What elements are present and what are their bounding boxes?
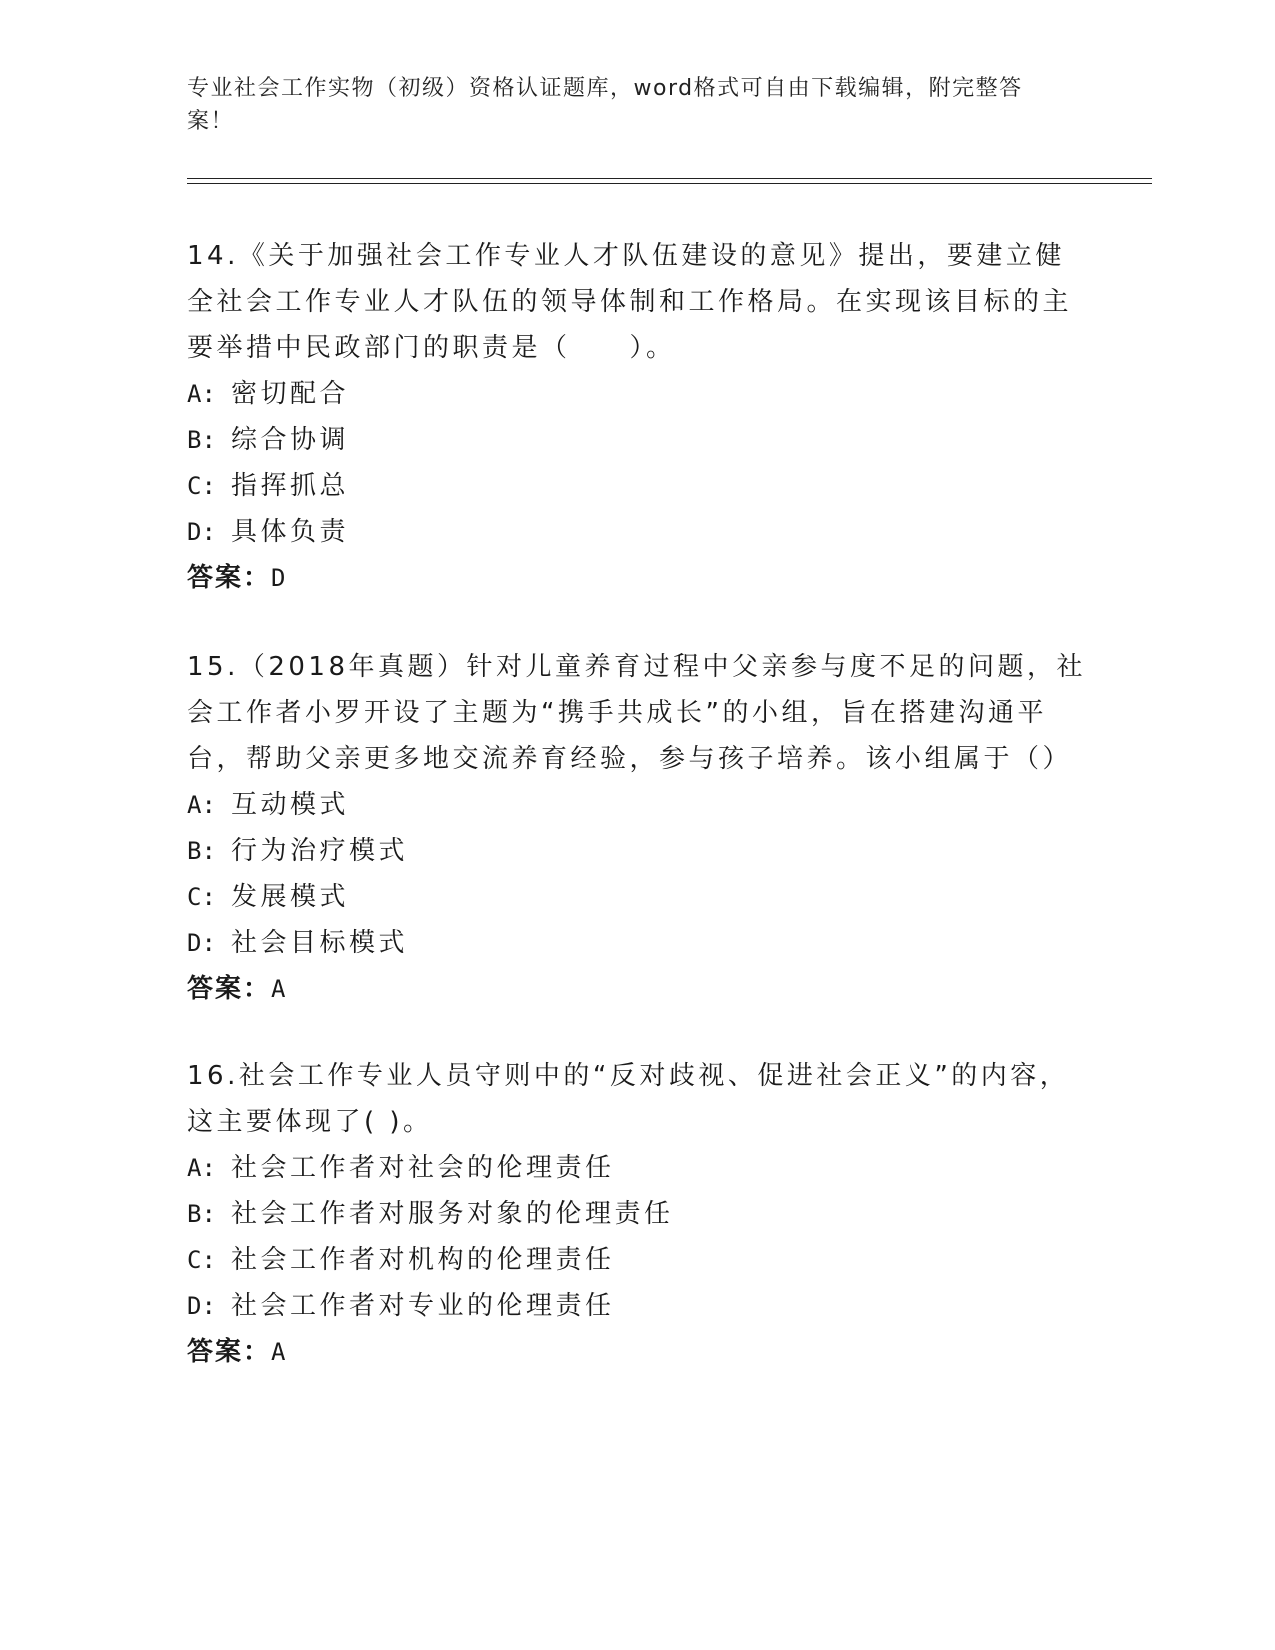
option-b	[187, 417, 1087, 463]
option-text: 社会工作者对社会的伦理责任	[231, 1153, 615, 1183]
question-stem: 14.《关于加强社会工作专业人才队伍建设的意见》提出，要建立健全社会工作专业人才队伍的领导体制和工作格局。在实现该目标的主要举措中民政部门的职责是（ ）。	[187, 241, 1073, 363]
question-16	[187, 1053, 1087, 1375]
option-letter: B:	[187, 426, 216, 454]
option-text: 指挥抓总	[231, 471, 350, 501]
answer-value: A	[271, 975, 288, 1003]
option-text: 社会工作者对服务对象的伦理责任	[231, 1199, 674, 1229]
option-letter: B:	[187, 1200, 216, 1228]
option-c	[187, 874, 1087, 920]
answer-label: 答案：	[187, 563, 272, 593]
option-text: 互动模式	[231, 790, 350, 820]
option-b	[187, 1191, 1087, 1237]
option-letter: C:	[187, 883, 216, 911]
option-letter: A:	[187, 791, 216, 819]
option-letter: A:	[187, 380, 216, 408]
option-list	[187, 371, 1087, 555]
option-text: 社会工作者对机构的伦理责任	[231, 1245, 615, 1275]
answer-label: 答案：	[187, 1337, 272, 1367]
answer-line	[187, 966, 1087, 1012]
option-text: 社会工作者对专业的伦理责任	[231, 1291, 615, 1321]
answer-label: 答案：	[187, 974, 272, 1004]
option-letter: D:	[187, 518, 216, 546]
option-c	[187, 463, 1087, 509]
option-letter: A:	[187, 1154, 216, 1182]
option-list	[187, 782, 1087, 966]
option-list	[187, 1145, 1087, 1329]
question-stem: 16.社会工作专业人员守则中的“反对歧视、促进社会正义”的内容，这主要体现了( )。	[187, 1061, 1070, 1137]
option-a	[187, 1145, 1087, 1191]
header-divider-top	[187, 178, 1152, 179]
option-text: 行为治疗模式	[231, 836, 409, 866]
option-text: 密切配合	[231, 379, 350, 409]
question-stem: 15.（2018年真题）针对儿童养育过程中父亲参与度不足的问题，社会工作者小罗开设了主题为“携手共成长”的小组，旨在搭建沟通平台，帮助父亲更多地交流养育经验，参与孩子培养。该小组属于（）	[187, 652, 1087, 774]
answer-value: A	[271, 1338, 288, 1366]
question-15	[187, 644, 1087, 1012]
option-d	[187, 509, 1087, 555]
option-text: 综合协调	[231, 425, 350, 455]
option-text: 具体负责	[231, 517, 350, 547]
answer-value: D	[271, 564, 288, 592]
option-letter: C:	[187, 1246, 216, 1274]
option-letter: D:	[187, 1292, 216, 1320]
option-letter: B:	[187, 837, 216, 865]
option-d	[187, 920, 1087, 966]
option-text: 社会目标模式	[231, 928, 409, 958]
answer-line	[187, 555, 1087, 601]
answer-line	[187, 1329, 1087, 1375]
document-header: 专业社会工作实物（初级）资格认证题库，word格式可自由下载编辑，附完整答案！	[187, 76, 1023, 134]
option-a	[187, 371, 1087, 417]
option-d	[187, 1283, 1087, 1329]
option-letter: D:	[187, 929, 216, 957]
question-14	[187, 233, 1087, 601]
option-b	[187, 828, 1087, 874]
option-c	[187, 1237, 1087, 1283]
header-divider-bottom	[187, 183, 1152, 184]
option-letter: C:	[187, 472, 216, 500]
option-text: 发展模式	[231, 882, 350, 912]
option-a	[187, 782, 1087, 828]
